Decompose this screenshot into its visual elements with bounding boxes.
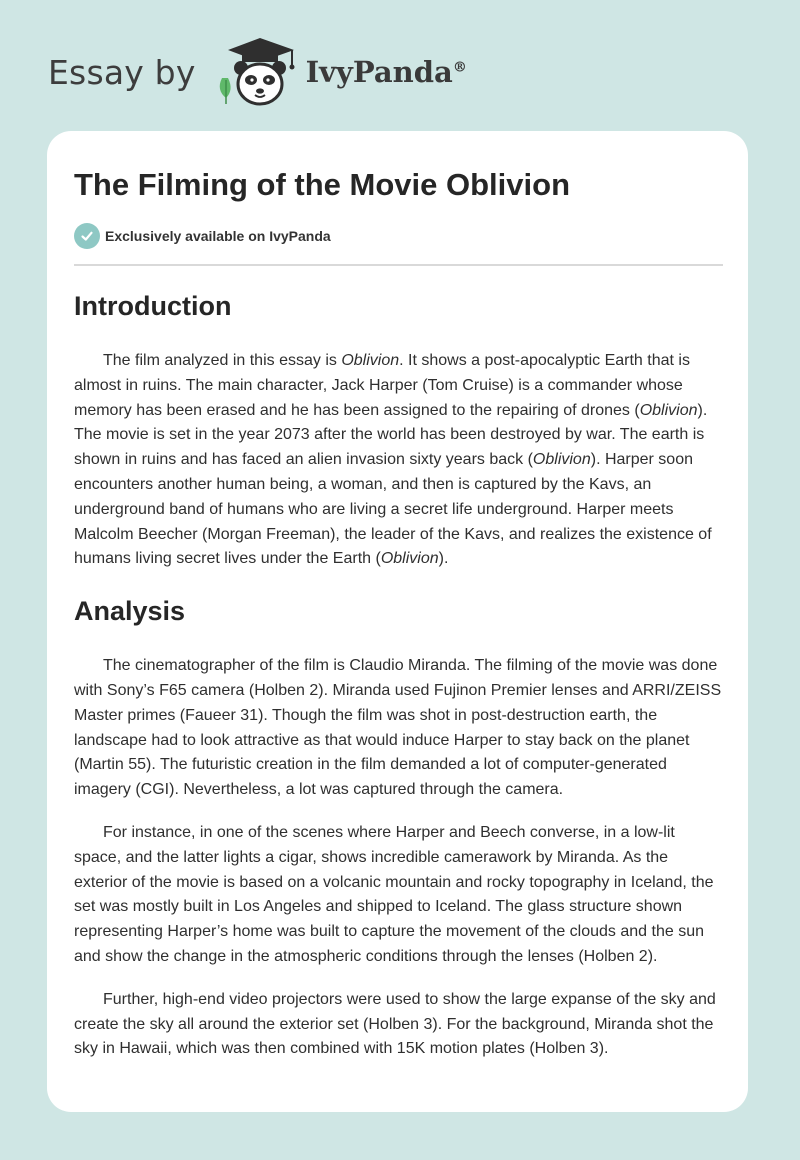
essay-card (47, 131, 748, 1112)
exclusive-badge (74, 222, 724, 250)
panda-logo-icon[interactable] (208, 34, 304, 110)
analysis-paragraph-2: For instance, in one of the scenes where Harper and Beech converse, in a low-lit space, and the latter lights a cigar, shows incredible camerawork by Miranda. As the exterior of the movie is based on a volcanic mountain and rocky topography in Iceland, the set was mostly built in Los Angeles and shipped to Iceland. The glass structure shown representing Harper’s home was built to capture the movement of the clouds and the sun and show the change in the atmospheric conditions through the lenses (Holben 2). (74, 823, 714, 965)
brand-text: IvyPanda (305, 55, 453, 89)
text-run: ). The movie is set in the year 2073 after the world has been destroyed by war. The earth is shown in ruins and has faced an alien invasion sixty years back ( (74, 401, 708, 469)
analysis-paragraph-3: Further, high-end video projectors were used to show the large expanse of the sky and create the sky all around the exterior set (Holben 3). For the background, Miranda shot the sky in Hawaii, which was then combined with 15K motion plates (Holben 3). (74, 990, 716, 1058)
site-header (48, 34, 468, 110)
heading-introduction: Introduction (74, 291, 232, 321)
exclusive-badge-text: Exclusively available on IvyPanda (105, 228, 331, 244)
check-icon (74, 223, 100, 249)
introduction-paragraph (74, 349, 724, 572)
essay-title: The Filming of the Movie Oblivion (74, 167, 570, 202)
analysis-paragraph-1: The cinematographer of the film is Claudio Miranda. The filming of the movie was done with Sony’s F65 camera (Holben 2). Miranda used Fujinon Premier lenses and ARRI/ZEISS Master primes (Faueer 31). Though the film was shot in post-destruction earth, the landscape had to look attractive as that would induce Harper to stay back on the planet (Martin 55). The futuristic creation in the film demanded a lot of computer-generated imagery (CGI). Nevertheless, a lot was captured through the camera. (74, 657, 722, 799)
film-title-italic: Oblivion (380, 550, 439, 568)
text-run: The film analyzed in this essay is (103, 352, 342, 369)
text-run: ). (438, 550, 449, 568)
text-run: ). Harper soon encounters another human being, a woman, and then is captured by the Kavs, an underground band of humans who are living a secret life underground. Harper meets Malcolm Beecher (Morgan Freeman), the leader of the Kavs, and realizes the existence of humans living secret lives under the Earth ( (74, 451, 712, 568)
essay-content (74, 163, 724, 1062)
brand-name[interactable] (306, 55, 467, 89)
film-title-italic: Oblivion (532, 451, 591, 469)
heading-analysis: Analysis (74, 596, 186, 627)
essay-by-label: Essay by (48, 52, 196, 92)
film-title-italic: Oblivion (639, 401, 698, 419)
film-title-italic: Oblivion (341, 352, 400, 369)
title-divider (74, 264, 723, 266)
text-run: . It shows a post-apocalyptic Earth that is almost in ruins. The main character, Jack Harper (Tom Cruise) is a commander whose memory has been erased and he has been assigned to the repairing of drones ( (74, 352, 690, 419)
registered-mark: ® (452, 59, 467, 76)
